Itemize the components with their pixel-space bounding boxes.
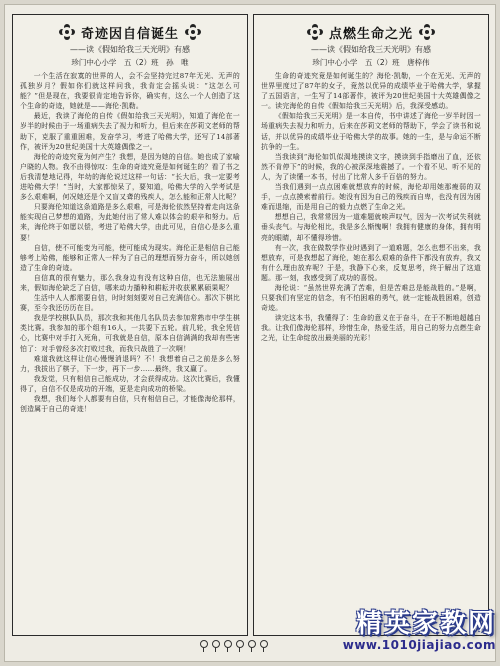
bottom-decoration — [198, 640, 268, 652]
flower-icon — [307, 24, 323, 40]
paragraph: 当我们遇到一点点困难就想放弃的时候，海伦却用她那瘦弱的双手，一点点摸索着前行。她没有因为自己的残疾而自卑，也没有因为困难而退缩，而是用自己的毅力点燃了生命之光。 — [261, 183, 481, 212]
site-watermark — [343, 603, 496, 652]
paragraph: 我想，我们每个人都要有自信，只有相信自己，才能像海伦那样，创造属于自己的奇迹！ — [20, 395, 240, 414]
article-subtitle: ——读《假如给我三天光明》有感 — [70, 45, 190, 54]
paragraph: 自信，使不可能变为可能，使可能成为现实。海伦正是相信自己能够考上哈佛，能够和正常人一样为了自己的理想而努力奋斗，所以她创造了生命的奇迹。 — [20, 243, 240, 272]
paragraph: 海伦的奇迹究竟为何产生？我想，是因为她的自信。她也成了家喻户晓的人物。我不由得惊叹：生命的奇迹究竟是如何诞生的？看了书之后我清楚地记得，年幼的海伦说过这样一句话：“长大后，我一定要考进哈佛大学！”当时，大家都惊呆了，要知道，哈佛大学的入学考试是多么艰难啊，何况她还是个又盲又聋的残疾人，怎么能和正常人比呢？ — [20, 152, 240, 202]
article-title: 奇迹因自信诞生 — [80, 26, 179, 42]
paragraph: 想想自己，我常常因为一道难题就唉声叹气，因为一次考试失利就垂头丧气。与海伦相比，我是多么惭愧啊！我拥有健康的身体，拥有明亮的眼睛，却不懂得珍惜。 — [261, 213, 481, 242]
flower-icon — [419, 24, 435, 40]
article-left — [12, 14, 248, 636]
paragraph: 生活中人人都需要自信，时时刻刻要对自己充满信心。那次下棋比赛，至今我还历历在目。 — [20, 294, 240, 313]
flower-icon — [258, 640, 268, 652]
title-row-left — [20, 21, 240, 43]
paragraph: 我发觉，只有相信自己能成功，才会获得成功。这次比赛后，我懂得了，自信不仅是成功的开端，更是走向成功的桥梁。 — [20, 374, 240, 393]
flower-icon — [210, 640, 220, 652]
article-author: 珍门中心小学 五（2）班 唐梓伟 — [312, 58, 430, 67]
watermark-url: www.1010jiajiao.com — [342, 638, 496, 652]
flower-icon — [198, 640, 208, 652]
paragraph: 最近，我读了海伦的自传《假如给我三天光明》，知道了海伦在一岁半的时候由于一场重病失去了视力和听力，但后来在莎莉文老师的帮助下，克服了重重困难，发奋学习，考进了哈佛大学，还写了14部著作，被评为20世纪美国十大英雄偶像之一。 — [20, 112, 240, 151]
article-subtitle: ——读《假如给我三天光明》有感 — [311, 45, 431, 54]
watermark-title: 精英家教网 — [355, 609, 496, 639]
paragraph: 只要海伦知道这条道路是多么艰难，可是海伦依然坚持着走向这条能实现自己梦想的道路，为此她付出了常人难以体会的艰辛和努力。后来，海伦终于如愿以偿，考进了哈佛大学，由此可见，自信心是多么重要！ — [20, 203, 240, 242]
article-body — [20, 71, 240, 414]
paragraph: 有一次，我在做数学作业时遇到了一道难题，怎么也想不出来，我想放弃，可是我想起了海伦，她在那么艰难的条件下都没有放弃，我又有什么理由放弃呢？于是，我静下心来，反复思考，终于解出了这道题。那一刻，我感受到了成功的喜悦。 — [261, 243, 481, 282]
paragraph: 海伦说：“虽然世界充满了苦难，但是苦难总是能战胜的。”是啊，只要我们有坚定的信念，有不怕困难的勇气，就一定能战胜困难，创造奇迹。 — [261, 283, 481, 313]
paragraph: 一个生活在寂寞的世界的人，会不会坚持完过87年无光、无声的孤独岁月？假如你们就这样问我，我肯定会摇头说：“这怎么可能？”但是现在，我要很肯定地告诉你，确实有，这么一个人创造了这个生命的奇迹，她就是——海伦·凯勒。 — [20, 72, 240, 111]
flower-icon — [185, 24, 201, 40]
paragraph: 读完这本书，我懂得了：生命的意义在于奋斗，在于不断地超越自我。让我们像海伦那样，珍惜生命，热爱生活，用自己的努力点燃生命之光，让生命绽放出最美丽的光彩！ — [261, 314, 481, 343]
article-body — [261, 71, 481, 344]
article-author: 珍门中心小学 五（2）班 孙 唯 — [71, 58, 189, 67]
article-title: 点燃生命之光 — [328, 26, 413, 42]
flower-icon — [234, 640, 244, 652]
flower-icon — [246, 640, 256, 652]
paragraph: 我是学校棋队队员，那次我和其他几名队员去参加常熟市中学生棋类比赛。我参加的那个组有16人，一共要下五轮。前几轮，我全凭信心，比赛中对手打入死角，可我就是自信，原本自信满满的我却有些害怕了：对手曾经多次打败过我，而我只战胜了一次啊！ — [20, 314, 240, 353]
paragraph: 当我读到“海伦如饥似渴地摸读文字，摸读到手指磨出了血，还依然不肯停下”的时候，我的心被深深地震撼了。一个看不见、听不见的人，为了读懂一本书，付出了比常人多千百倍的努力。 — [261, 152, 481, 181]
paragraph: 难道我就这样让信心慢慢消退吗？不！我想着自己之前是多么努力，我拔出了棋子，下一步，再下一步……最终，我又赢了。 — [20, 354, 240, 373]
paragraph: 生命的奇迹究竟是如何诞生的？海伦·凯勒，一个在无光、无声的世界里度过了87年的女子，竟然以优异的成绩毕业于哈佛大学，掌握了五国语言，一生写了14部著作，被评为20世纪美国十大英雄偶像之一。读完海伦的自传《假如给我三天光明》后，我深受感动。 — [261, 72, 481, 111]
paragraph: 自信真的很有魅力，那么我身边有没有这种自信，也无法施展出来，假如海伦缺乏了自信，哪来动力播种和耕耘并收获累累硕果呢？ — [20, 273, 240, 292]
flower-icon — [222, 640, 232, 652]
title-row-right — [261, 21, 481, 43]
flower-icon — [59, 24, 75, 40]
paragraph: 《假如给我三天光明》是一本自传，书中讲述了海伦一岁半时因一场重病失去视力和听力，后来在莎莉文老师的帮助下，学会了读书和说话，并以优异的成绩毕业于哈佛大学的故事。她的一生，是与命运不断抗争的一生。 — [261, 112, 481, 151]
newspaper-page — [4, 4, 496, 662]
article-right — [253, 14, 489, 636]
